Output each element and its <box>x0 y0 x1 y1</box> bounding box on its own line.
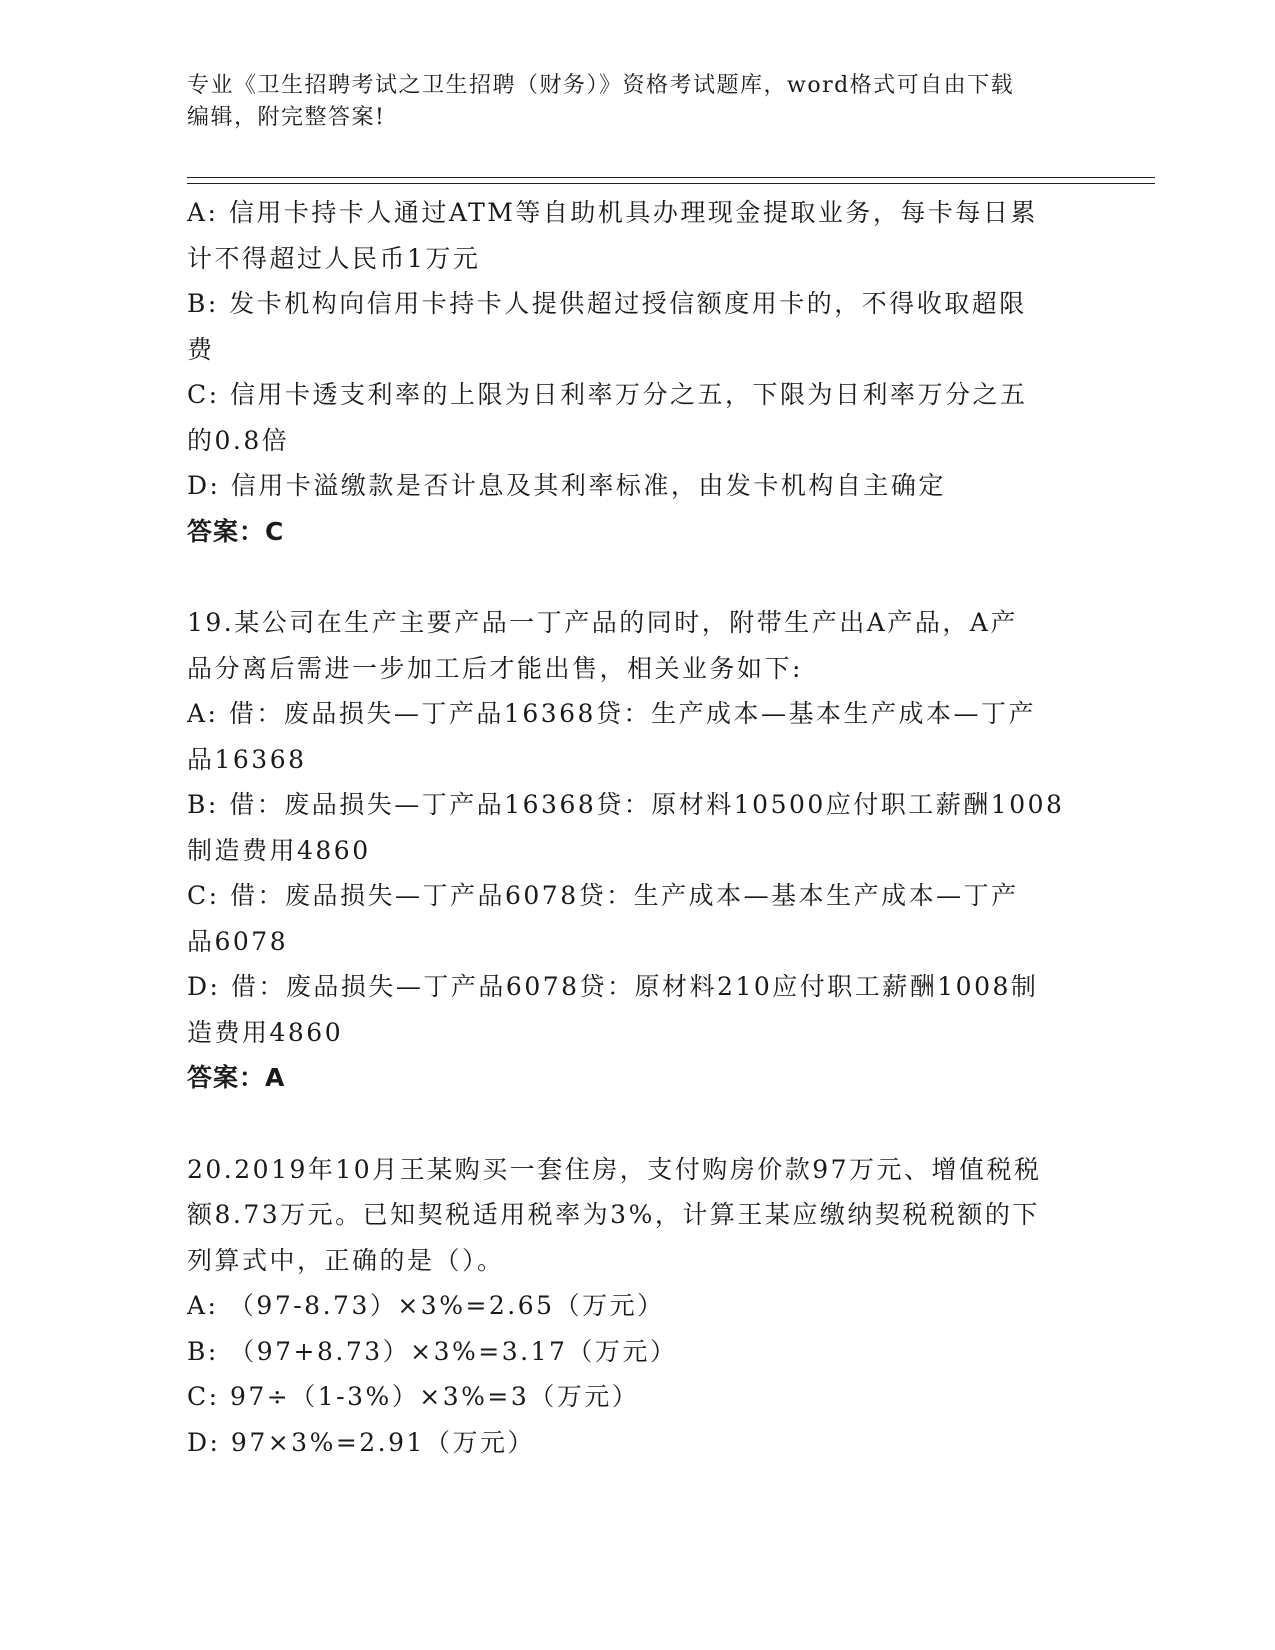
option-a-line-1: A: 借：废品损失—丁产品16368贷：生产成本—基本生产成本—丁产 <box>187 699 1036 728</box>
option-b-line-1: B: 发卡机构向信用卡持卡人提供超过授信额度用卡的，不得收取超限 <box>187 289 1027 318</box>
option-c: C: 97÷（1-3%）×3%=3（万元） <box>187 1382 640 1411</box>
option-c-line-1: C: 借：废品损失—丁产品6078贷：生产成本—基本生产成本—丁产 <box>187 881 1019 910</box>
question-gap <box>187 554 1087 600</box>
question-stem-line-1: 19.某公司在生产主要产品一丁产品的同时，附带生产出A产品，A产 <box>187 608 1018 637</box>
header-divider-top <box>187 177 1155 178</box>
option-d: D: 97×3%=2.91（万元） <box>187 1427 535 1457</box>
option-b: B: （97+8.73）×3%=3.17（万元） <box>187 1336 678 1366</box>
header-divider-bottom <box>187 183 1155 184</box>
option-a-line-2: 计不得超过人民币1万元 <box>187 243 481 273</box>
answer-label: 答案：C <box>187 516 285 546</box>
option-b-line-2: 费 <box>187 334 215 364</box>
option-a: A: （97-8.73）×3%=2.65（万元） <box>187 1291 665 1320</box>
option-c-line-2: 品6078 <box>187 926 289 956</box>
question-stem-line-2: 品分离后需进一步加工后才能出售，相关业务如下: <box>187 653 803 683</box>
option-d-line-1: D: 借：废品损失—丁产品6078贷：原材料210应付职工薪酬1008制 <box>187 972 1039 1001</box>
question-list <box>187 190 1087 1465</box>
option-c-line-1: C: 信用卡透支利率的上限为日利率万分之五，下限为日利率万分之五 <box>187 380 1028 409</box>
header-line-2: 编辑，附完整答案! <box>187 105 386 130</box>
question-20 <box>187 1147 1087 1466</box>
document-header <box>187 70 1087 134</box>
option-c-line-2: 的0.8倍 <box>187 425 290 455</box>
answer-label: 答案：A <box>187 1063 286 1092</box>
question-18-options <box>187 190 1087 554</box>
header-line-1: 专业《卫生招聘考试之卫生招聘（财务）》资格考试题库，word格式可自由下载 <box>187 73 1015 98</box>
option-a-line-2: 品16368 <box>187 744 307 774</box>
option-b-line-2: 制造费用4860 <box>187 835 371 865</box>
question-stem-line-3: 列算式中，正确的是（）。 <box>187 1245 505 1275</box>
option-d-line-1: D: 信用卡溢缴款是否计息及其利率标准，由发卡机构自主确定 <box>187 471 946 500</box>
option-a-line-1: A: 信用卡持卡人通过ATM等自助机具办理现金提取业务，每卡每日累 <box>187 198 1038 227</box>
option-b-line-1: B: 借：废品损失—丁产品16368贷：原材料10500应付职工薪酬1008 <box>187 790 1065 819</box>
question-gap <box>187 1101 1087 1147</box>
option-d-line-2: 造费用4860 <box>187 1017 344 1047</box>
question-19 <box>187 600 1087 1101</box>
question-stem-line-1: 20.2019年10月王某购买一套住房，支付购房价款97万元、增值税税 <box>187 1154 1042 1184</box>
question-stem-line-2: 额8.73万元。已知契税适用税率为3%，计算王某应缴纳契税税额的下 <box>187 1200 1040 1229</box>
